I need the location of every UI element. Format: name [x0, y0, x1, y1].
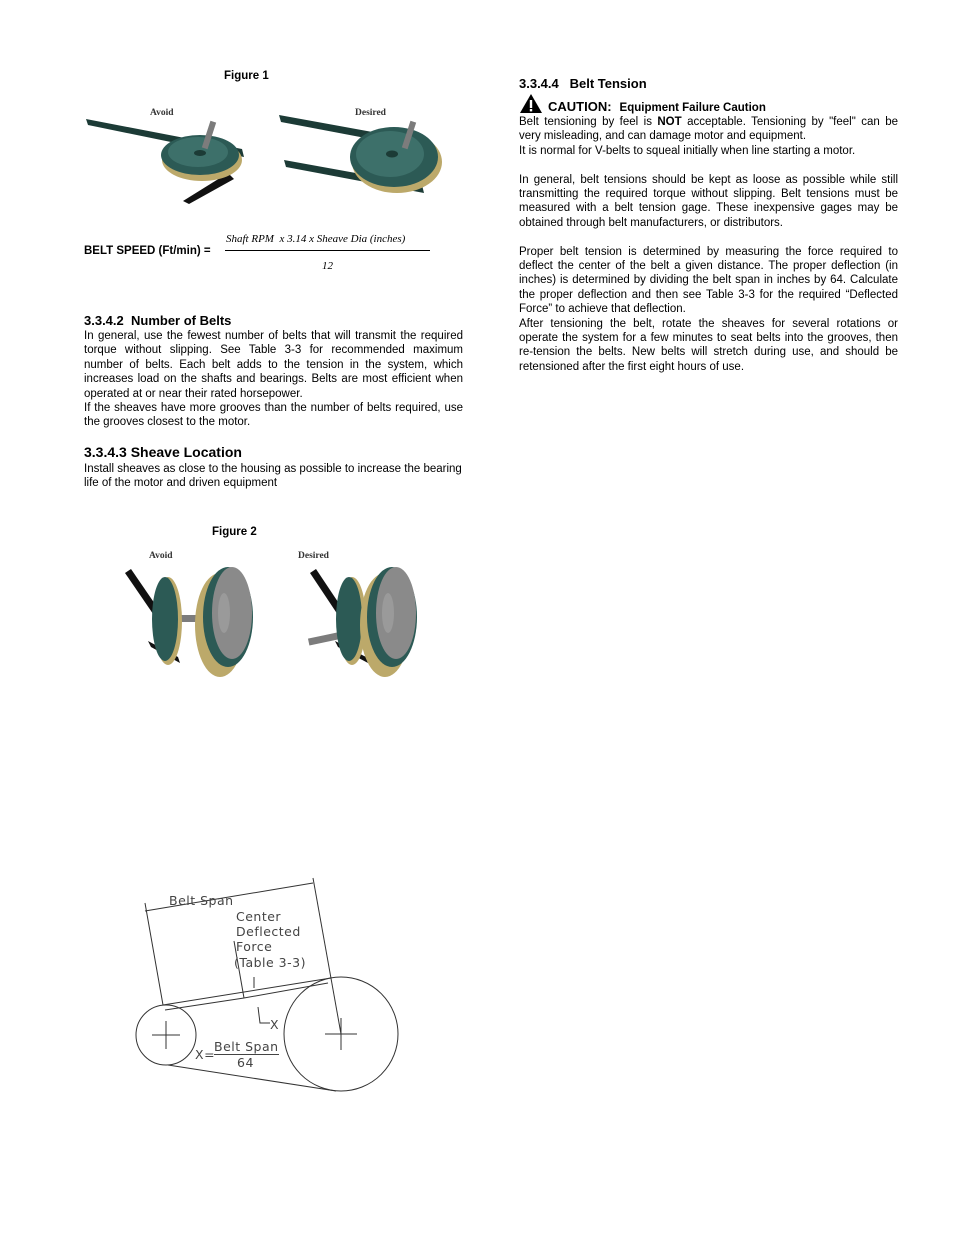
- fraction-bar: [225, 250, 430, 251]
- belt-tension-para1: In general, belt tensions should be kept as loose as possible while still transmitting the required torque without slipping. Belt tensions must be measured with a belt tension gage. These inexpensive gages may be obtained through belt manufacturers, or distributors.: [519, 173, 898, 229]
- caution-para1: [519, 115, 898, 144]
- sheave-location-para: Install sheaves as close to the housing as possible to increase the bearing life of the motor and driven equipment: [84, 463, 462, 490]
- formula-denominator: 64: [237, 1055, 254, 1070]
- belt-deflected-a: [165, 998, 244, 1010]
- figure1-title: Figure 1: [224, 70, 269, 82]
- number-of-belts-heading: [84, 313, 231, 328]
- belt-tension-para3: After tensioning the belt, rotate the sheaves for several rotations or operate the system for a few minutes to seat belts into the grooves, then re-tension the belts. New belts will stretch during use, and should be retensioned after the first eight hours of use.: [519, 317, 898, 373]
- caution-para1-not: NOT: [657, 116, 682, 128]
- deflected-label: Deflected: [236, 924, 301, 939]
- number-of-belts-body: [84, 329, 463, 430]
- caution-para2: It is normal for V-belts to squeal initially when line starting a motor.: [519, 144, 856, 157]
- warning-triangle-icon: [519, 93, 543, 114]
- figure2-desired-sheave: [308, 567, 417, 677]
- table-ref-label: (Table 3-3): [234, 955, 306, 970]
- belt-speed-denominator: 12: [322, 260, 333, 272]
- number-of-belts-heading-text: Number of Belts: [131, 313, 232, 328]
- figure1-desired-label: Desired: [355, 108, 386, 118]
- belt-span-label: Belt Span: [169, 893, 234, 908]
- number-of-belts-para2: If the sheaves have more grooves than the number of belts required, use the grooves closest to the motor.: [84, 402, 463, 429]
- belt-tension-body: [519, 115, 898, 374]
- caution-title: Equipment Failure Caution: [619, 102, 766, 114]
- caution-label: CAUTION:: [548, 99, 612, 114]
- formula-numerator: Belt Span: [214, 1039, 279, 1054]
- figure1-illustration: [84, 115, 454, 210]
- figure1-avoid-label: Avoid: [150, 108, 174, 118]
- belt-speed-numerator: Shaft RPM x 3.14 x Sheave Dia (inches): [226, 233, 406, 245]
- figure2-avoid-sheave: [125, 567, 253, 677]
- caution-para1-end: acceptable. Tensioning by "feel" can be very misleading, and can damage motor and equipment.: [519, 116, 898, 143]
- caution-para1-start: Belt tensioning by feel is: [519, 116, 658, 128]
- x-marker-label: X: [270, 1017, 280, 1032]
- figure2-desired-label: Desired: [298, 551, 329, 561]
- number-of-belts-heading-num: 3.3.4.2: [84, 313, 124, 328]
- force-label: Force: [236, 939, 273, 954]
- number-of-belts-para1: In general, use the fewest number of belts that will transmit the required torque without slipping. See Table 3-3 for recommended maximum number of belts. Each belt adds to the tension in the system, which increases load on the shafts and bearings. Belts are most efficient when operated at or near their rated horsepower.: [84, 330, 463, 400]
- figure2-avoid-label: Avoid: [149, 551, 173, 561]
- belt-tension-para2: Proper belt tension is determined by measuring the force required to deflect the center of the belt a given distance. The proper deflection (in inches) is determined by dividing the belt span in inches by 64. Calculate the proper deflection and then see Table 3-3 for the required “Deflected Force” to achieve that deflection.: [519, 245, 898, 316]
- belt-speed-label: BELT SPEED (Ft/min) =: [84, 245, 211, 257]
- sheave-location-heading: 3.3.4.3 Sheave Location: [84, 444, 242, 460]
- center-label: Center: [236, 909, 282, 924]
- caution-header: [519, 92, 766, 114]
- belt-top-straight: [163, 978, 331, 1005]
- figure1-desired-sheave: [279, 115, 442, 193]
- figure2-title: Figure 2: [212, 526, 257, 538]
- belt-tension-heading-num: 3.3.4.4: [519, 76, 559, 91]
- figure2-illustration: [120, 563, 420, 678]
- belt-tension-heading-text: Belt Tension: [569, 76, 647, 91]
- figure1-avoid-sheave: [86, 119, 244, 204]
- belt-tension-heading: [519, 76, 647, 91]
- x-equals-label: X=: [195, 1047, 216, 1062]
